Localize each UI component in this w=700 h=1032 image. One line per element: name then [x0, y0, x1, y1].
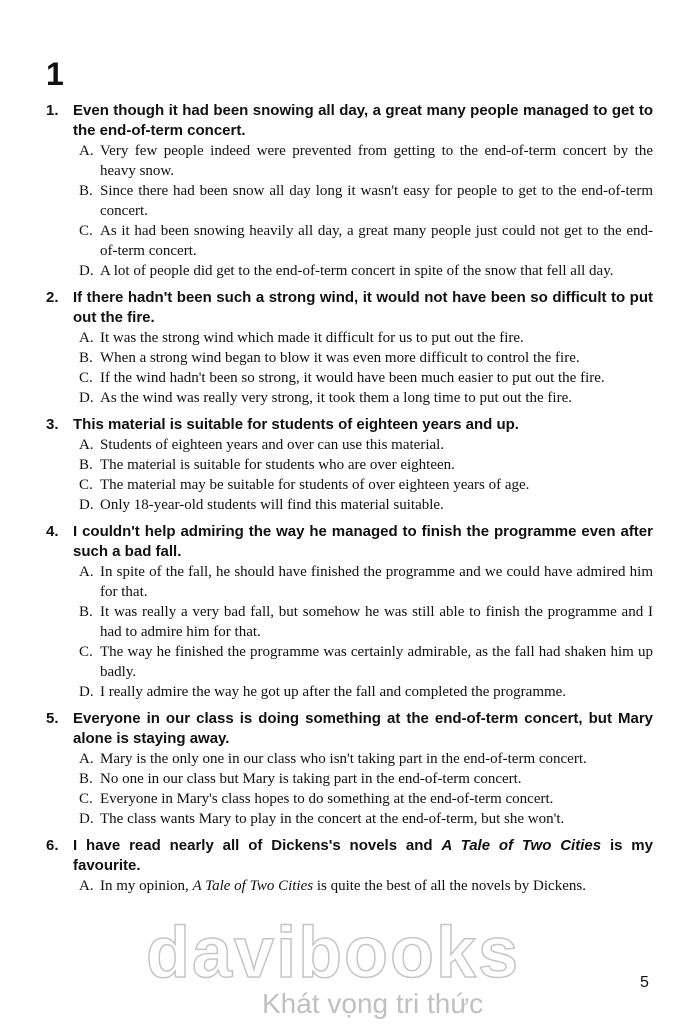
question-stem: I have read nearly all of Dickens's novels and A Tale of Two Cities is my favourite.	[73, 837, 653, 874]
option-letter: D.	[79, 263, 94, 279]
option-text: The material may be suitable for students of over eighteen years of age.	[100, 477, 530, 493]
question-number: 2.	[46, 289, 59, 306]
question-stem: If there hadn't been such a strong wind, it would not have been so difficult to put out the fire.	[73, 289, 653, 326]
option-a	[79, 749, 653, 769]
question-number: 4.	[46, 523, 59, 540]
option-a	[79, 562, 653, 602]
book-title: A Tale of Two Cities	[441, 837, 602, 854]
option-text: It was really a very bad fall, but somehow he was still able to finish the programme and I had to admire him for that.	[100, 604, 653, 640]
question-stem: I couldn't help admiring the way he managed to finish the programme even after such a bad fall.	[73, 523, 653, 560]
option-a	[79, 435, 653, 455]
question-stem: This material is suitable for students of eighteen years and up.	[73, 416, 519, 433]
option-d	[79, 388, 653, 408]
option-b	[79, 602, 653, 642]
option-letter: C.	[79, 223, 93, 239]
option-text: It was the strong wind which made it difficult for us to put out the fire.	[100, 330, 524, 346]
option-letter: A.	[79, 751, 94, 767]
option-text: In my opinion, A Tale of Two Cities is quite the best of all the novels by Dickens.	[100, 878, 586, 894]
option-letter: C.	[79, 791, 93, 807]
generated-questions	[0, 101, 700, 829]
option-letter: B.	[79, 457, 93, 473]
option-a	[79, 876, 653, 896]
option-b	[79, 348, 653, 368]
option-text: Students of eighteen years and over can use this material.	[100, 437, 445, 453]
option-text: I really admire the way he got up after the fall and completed the programme.	[100, 684, 567, 700]
option-letter: C.	[79, 370, 93, 386]
option-letter: B.	[79, 350, 93, 366]
option-letter: A.	[79, 564, 94, 580]
question-stem: Everyone in our class is doing something at the end-of-term concert, but Mary alone is staying away.	[73, 710, 653, 747]
option-text: Only 18-year-old students will find this material suitable.	[100, 497, 444, 513]
option-d	[79, 682, 653, 702]
question-3	[0, 415, 700, 515]
option-letter: D.	[79, 497, 94, 513]
option-a	[79, 141, 653, 181]
option-c	[79, 368, 653, 388]
option-text: When a strong wind began to blow it was even more difficult to control the fire.	[100, 350, 580, 366]
option-text: The way he finished the programme was certainly admirable, as the fall had shaken him up badly.	[100, 644, 653, 680]
option-letter: D.	[79, 811, 94, 827]
option-text: As the wind was really very strong, it took them a long time to put out the fire.	[100, 390, 572, 406]
option-letter: C.	[79, 477, 93, 493]
option-d	[79, 495, 653, 515]
question-number: 5.	[46, 710, 59, 727]
option-letter: A.	[79, 143, 94, 159]
option-letter: B.	[79, 604, 93, 620]
option-text: No one in our class but Mary is taking part in the end-of-term concert.	[100, 771, 522, 787]
option-letter: D.	[79, 684, 94, 700]
question-2	[0, 288, 700, 408]
question-list	[0, 101, 700, 903]
question-1	[0, 101, 700, 281]
option-letter: B.	[79, 771, 93, 787]
option-text: Everyone in Mary's class hopes to do something at the end-of-term concert.	[100, 791, 554, 807]
watermark-tagline: Khát vọng tri thức	[262, 988, 484, 1019]
option-text: A lot of people did get to the end-of-term concert in spite of the snow that fell all day.	[100, 263, 614, 279]
option-text: The class wants Mary to play in the concert at the end-of-term, but she won't.	[100, 811, 565, 827]
option-text: The material is suitable for students who are over eighteen.	[100, 457, 455, 473]
question-number: 1.	[46, 102, 59, 119]
book-title: A Tale of Two Cities	[192, 878, 314, 894]
option-c	[79, 475, 653, 495]
question-stem: Even though it had been snowing all day, a great many people managed to get to the end-of-term concert.	[73, 102, 653, 139]
question-number: 6.	[46, 837, 59, 854]
watermark-brand: davibooks	[146, 913, 521, 993]
option-letter: C.	[79, 644, 93, 660]
option-text: In spite of the fall, he should have finished the programme and we could have admired him for that.	[100, 564, 653, 600]
question-5	[0, 709, 700, 829]
option-letter: D.	[79, 390, 94, 406]
option-letter: A.	[79, 437, 94, 453]
option-text: As it had been snowing heavily all day, a great many people just could not get to the end-of-term concert.	[100, 223, 653, 259]
option-text: If the wind hadn't been so strong, it would have been much easier to put out the fire.	[100, 370, 605, 386]
unit-number: 1	[46, 56, 64, 92]
option-d	[79, 261, 653, 281]
option-b	[79, 181, 653, 221]
question-6	[0, 836, 700, 896]
option-text: Mary is the only one in our class who isn't taking part in the end-of-term concert.	[100, 751, 587, 767]
option-c	[79, 221, 653, 261]
option-text: Very few people indeed were prevented from getting to the end-of-term concert by the heavy snow.	[100, 143, 653, 179]
question-4	[0, 522, 700, 702]
option-c	[79, 642, 653, 682]
option-letter: A.	[79, 330, 94, 346]
option-a	[79, 328, 653, 348]
option-c	[79, 789, 653, 809]
option-text: Since there had been snow all day long it wasn't easy for people to get to the end-of-term concert.	[100, 183, 653, 219]
option-d	[79, 809, 653, 829]
option-b	[79, 455, 653, 475]
option-letter: B.	[79, 183, 93, 199]
option-letter: A.	[79, 878, 94, 894]
page-number: 5	[640, 974, 649, 991]
option-b	[79, 769, 653, 789]
question-number: 3.	[46, 416, 59, 433]
